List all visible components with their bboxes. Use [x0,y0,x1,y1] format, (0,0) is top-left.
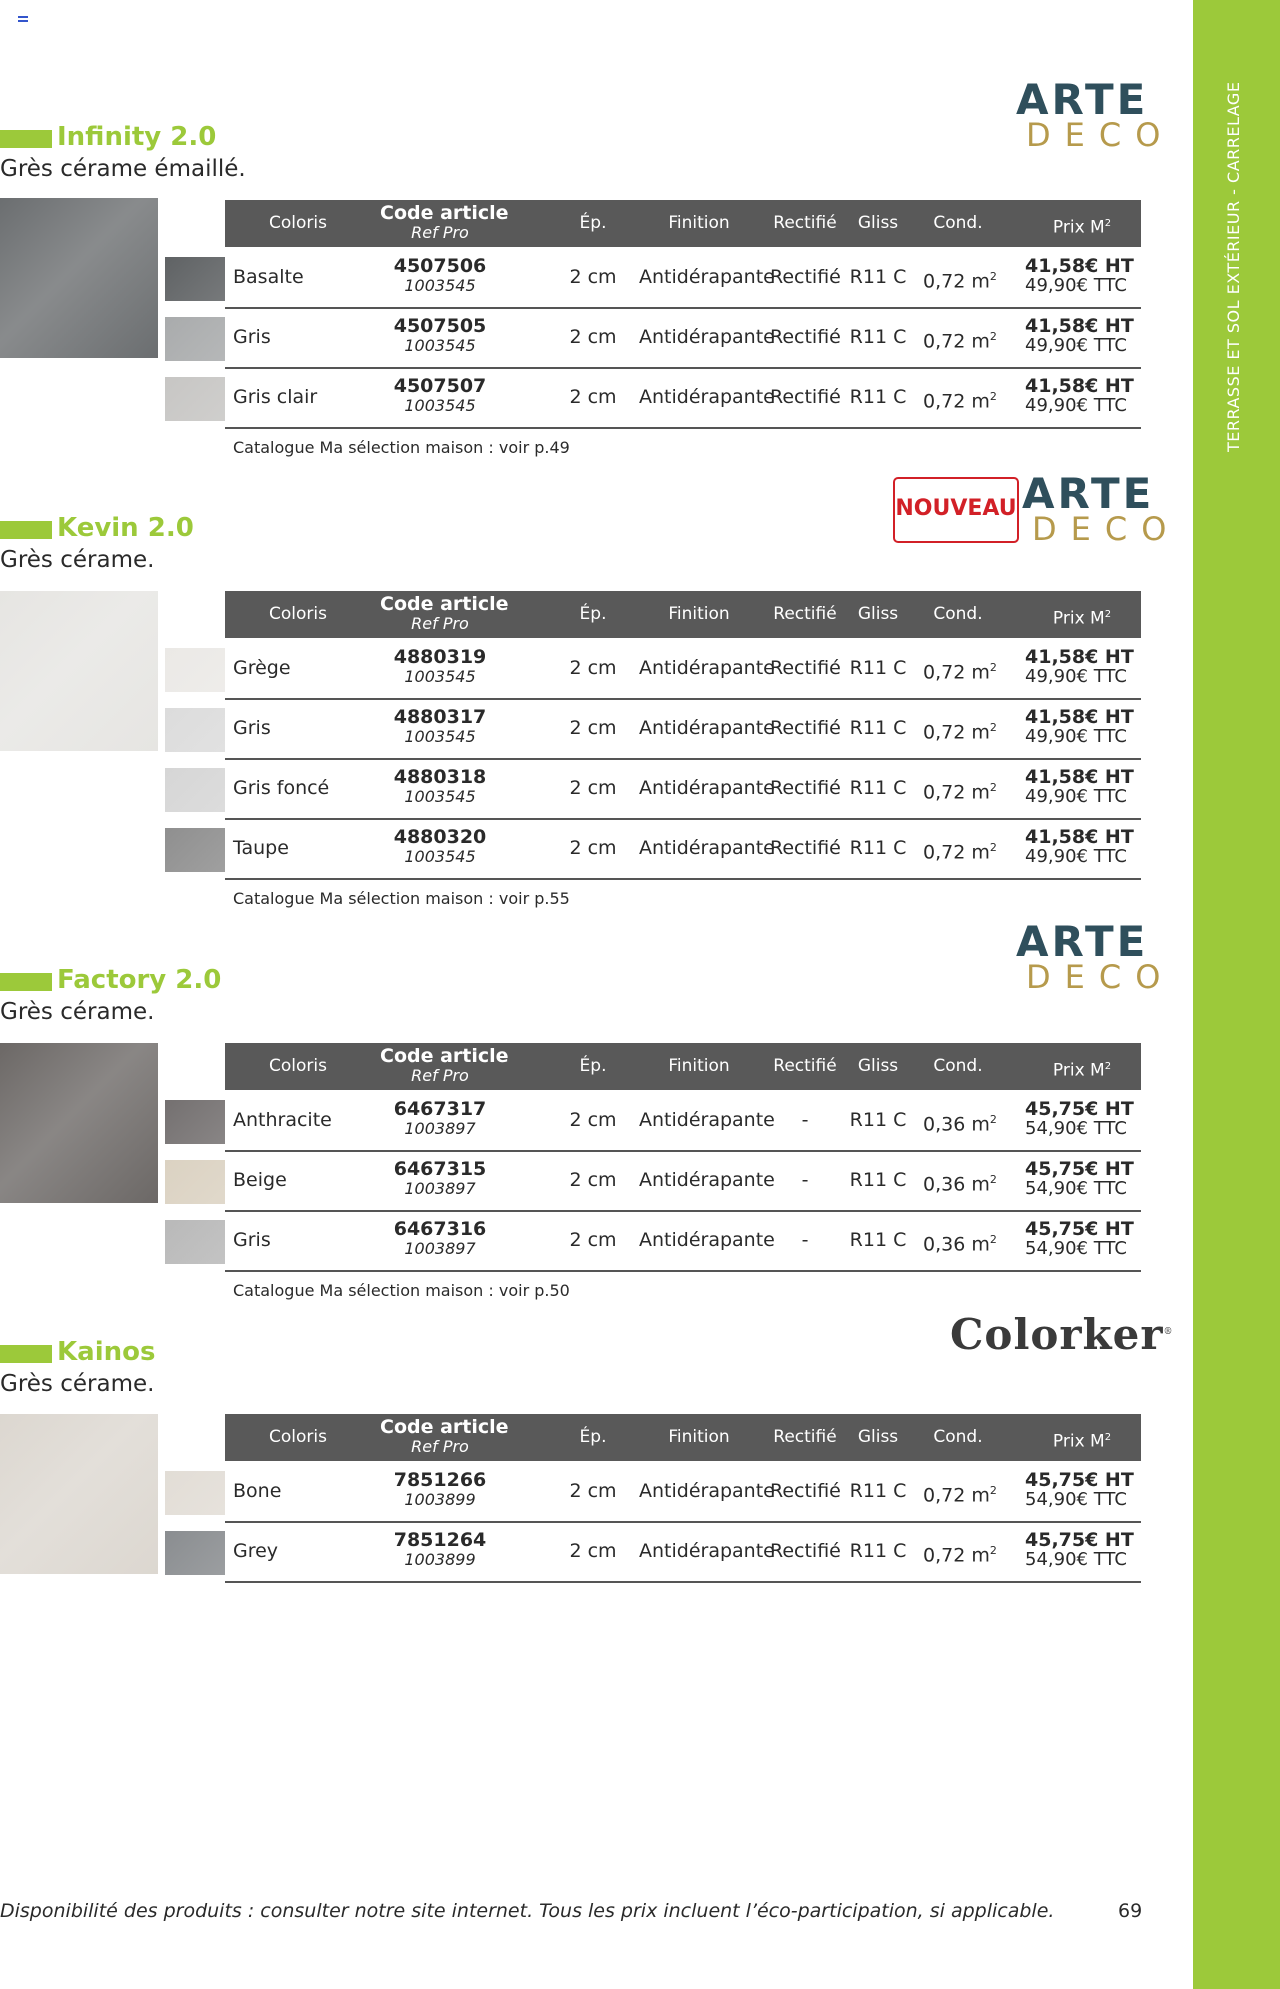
catalog-reference: Catalogue Ma sélection maison : voir p.55 [233,889,570,908]
colorker-text: Colorker [950,1310,1164,1359]
cell-gliss: R11 C [849,1229,907,1251]
header-code-label: Code article [380,1416,509,1438]
header-gliss: Gliss [857,1056,899,1076]
cond-value: 0,72 [923,841,966,864]
cond-unit-sup: 2 [989,661,997,674]
cell-prix [1025,367,1139,437]
cell-ref-pro: 1003545 [404,276,476,295]
cell-coloris: Gris [233,326,271,348]
cell-rectifie: Rectifié [770,1480,841,1502]
brand-deco-text: DECO [1026,116,1175,154]
price-ht: 41,58€ HT [1025,826,1134,848]
cell-finition: Antidérapante [639,1229,775,1251]
color-thumbnail [165,768,225,812]
cell-rectifie: Rectifié [770,777,841,799]
product-swatch-image [0,1043,158,1203]
header-gliss: Gliss [857,213,899,233]
cell-code [380,818,500,888]
cond-value: 0,72 [923,270,966,293]
cell-ref-pro: 1003545 [404,396,476,415]
cell-gliss: R11 C [849,1169,907,1191]
cell-code [380,367,500,437]
cond-unit-sup: 2 [989,1544,997,1557]
section-subtitle: Grès cérame. [0,547,155,573]
header-prix-label: Prix M [1052,1431,1105,1452]
header-finition: Finition [668,1056,730,1076]
cell-epaisseur: 2 cm [569,326,617,348]
cell-epaisseur: 2 cm [569,1169,617,1191]
table-header [225,200,1141,247]
cell-ref-pro: 1003545 [404,336,476,355]
cell-finition: Antidérapante [639,657,775,679]
header-prix [1025,591,1139,638]
color-thumbnail [165,828,225,872]
header-prix-label: Prix M [1052,1060,1105,1081]
cond-unit-sup: 2 [989,841,997,854]
cond-unit-sup: 2 [989,330,997,343]
cell-rectifie: - [801,1109,809,1131]
price-ttc: 54,90€ TTC [1025,1178,1127,1199]
cond-unit-sup: 2 [989,1233,997,1246]
price-ttc: 49,90€ TTC [1025,275,1127,296]
cell-epaisseur: 2 cm [569,1480,617,1502]
table-row [225,1210,1141,1272]
cell-ref-pro: 1003899 [404,1550,476,1569]
price-ttc: 49,90€ TTC [1025,666,1127,687]
cell-code-article: 4507507 [393,375,487,397]
header-code-article [380,1414,509,1465]
cell-gliss: R11 C [849,266,907,288]
section-subtitle: Grès cérame. [0,1371,155,1397]
cond-value: 0,72 [923,781,966,804]
cond-value: 0,36 [923,1173,966,1196]
price-ht: 45,75€ HT [1025,1218,1134,1240]
cell-finition: Antidérapante [639,837,775,859]
price-ht: 41,58€ HT [1025,255,1134,277]
cell-conditionnement [923,307,997,367]
color-thumbnail [165,1160,225,1204]
cond-unit-sup: 2 [989,390,997,403]
footer-note: Disponibilité des produits : consulter notre site internet. Tous les prix incluent l’éco-participation, si applicable. [0,1900,1055,1922]
price-ttc: 54,90€ TTC [1025,1118,1127,1139]
price-ht: 45,75€ HT [1025,1469,1134,1491]
cell-gliss: R11 C [849,837,907,859]
cell-finition: Antidérapante [639,326,775,348]
header-rectifie: Rectifié [773,213,837,233]
cell-finition: Antidérapante [639,717,775,739]
header-code-article [380,1043,509,1094]
cell-code-article: 4880317 [393,706,487,728]
header-coloris: Coloris [269,1056,327,1076]
header-gliss: Gliss [857,1427,899,1447]
header-prix-label: Prix M [1052,217,1105,238]
cell-code-article: 4880318 [393,766,487,788]
cond-value: 0,72 [923,1484,966,1507]
header-ep: Ép. [579,1056,607,1076]
cell-finition: Antidérapante [639,1169,775,1191]
cell-gliss: R11 C [849,777,907,799]
cell-ref-pro: 1003545 [404,847,476,866]
cell-gliss: R11 C [849,386,907,408]
price-ht: 41,58€ HT [1025,646,1134,668]
section-title: Kainos [57,1337,156,1367]
table-row [225,1461,1141,1523]
cond-unit-sup: 2 [989,781,997,794]
price-ht: 45,75€ HT [1025,1158,1134,1180]
cell-epaisseur: 2 cm [569,1229,617,1251]
header-ref-pro-label: Ref Pro [411,614,469,633]
color-thumbnail [165,377,225,421]
cell-code-article: 6467316 [393,1218,487,1240]
cell-epaisseur: 2 cm [569,777,617,799]
product-swatch-image [0,591,158,751]
brand-arte-text: ARTE [1016,917,1149,966]
cond-value: 0,72 [923,721,966,744]
table-header [225,1414,1141,1461]
section-accent-bar [0,521,52,539]
header-ref-pro-label: Ref Pro [411,1437,469,1456]
cell-rectifie: - [801,1169,809,1191]
header-ep: Ép. [579,1427,607,1447]
product-swatch-image [0,198,158,358]
cell-conditionnement [923,758,997,818]
price-ttc: 49,90€ TTC [1025,335,1127,356]
menu-icon [18,16,28,24]
table-row [225,367,1141,429]
header-cond: Cond. [933,604,983,624]
header-coloris: Coloris [269,213,327,233]
cond-unit: m [971,721,990,744]
cell-ref-pro: 1003545 [404,727,476,746]
table-row [225,247,1141,309]
header-rectifie: Rectifié [773,1056,837,1076]
cond-unit: m [971,390,990,413]
table-row [225,307,1141,369]
cell-epaisseur: 2 cm [569,717,617,739]
price-ttc: 54,90€ TTC [1025,1549,1127,1570]
sidebar-label: TERRASSE ET SOL EXTÉRIEUR - CARRELAGE [1224,81,1243,452]
cond-unit-sup: 2 [989,270,997,283]
cell-code-article: 4507505 [393,315,487,337]
price-ttc: 49,90€ TTC [1025,726,1127,747]
cell-coloris: Grey [233,1540,279,1562]
cell-gliss: R11 C [849,1480,907,1502]
cell-code-article: 7851266 [393,1469,487,1491]
cell-coloris: Gris foncé [233,777,330,799]
section-accent-bar [0,130,52,148]
table-row [225,1090,1141,1152]
color-thumbnail [165,1531,225,1575]
price-ht: 45,75€ HT [1025,1529,1134,1551]
cond-unit-sup: 2 [989,1484,997,1497]
cell-conditionnement [923,1150,997,1210]
cell-code-article: 4880319 [393,646,487,668]
cond-unit: m [971,1233,990,1256]
price-ht: 45,75€ HT [1025,1098,1134,1120]
cell-code-article: 7851264 [393,1529,487,1551]
cell-gliss: R11 C [849,326,907,348]
cond-value: 0,36 [923,1113,966,1136]
header-ep: Ép. [579,213,607,233]
color-thumbnail [165,317,225,361]
price-ttc: 49,90€ TTC [1025,846,1127,867]
cell-epaisseur: 2 cm [569,1540,617,1562]
cell-gliss: R11 C [849,1109,907,1131]
header-finition: Finition [668,213,730,233]
table-header [225,591,1141,638]
header-prix [1025,200,1139,247]
price-ttc: 49,90€ TTC [1025,395,1127,416]
cell-ref-pro: 1003545 [404,667,476,686]
cond-unit: m [971,270,990,293]
cell-coloris: Gris clair [233,386,318,408]
price-ttc: 49,90€ TTC [1025,786,1127,807]
cell-gliss: R11 C [849,657,907,679]
table-row [225,638,1141,700]
header-coloris: Coloris [269,1427,327,1447]
cell-rectifie: Rectifié [770,1540,841,1562]
cond-unit-sup: 2 [989,721,997,734]
cell-coloris: Basalte [233,266,304,288]
cell-epaisseur: 2 cm [569,657,617,679]
cell-code [380,1521,500,1591]
cell-finition: Antidérapante [639,266,775,288]
header-ref-pro-label: Ref Pro [411,1066,469,1085]
section-subtitle: Grès cérame émaillé. [0,156,246,182]
cell-prix [1025,1521,1139,1591]
header-code-label: Code article [380,593,509,615]
cell-ref-pro: 1003897 [404,1239,476,1258]
cell-conditionnement [923,247,997,307]
header-finition: Finition [668,1427,730,1447]
cell-gliss: R11 C [849,1540,907,1562]
header-prix [1025,1414,1139,1461]
cell-finition: Antidérapante [639,1480,775,1502]
cell-rectifie: - [801,1229,809,1251]
color-thumbnail [165,1471,225,1515]
cell-rectifie: Rectifié [770,326,841,348]
cell-gliss: R11 C [849,717,907,739]
cell-epaisseur: 2 cm [569,386,617,408]
registered-mark: ® [1163,1327,1174,1337]
cond-unit: m [971,1484,990,1507]
cond-unit: m [971,1173,990,1196]
cond-value: 0,72 [923,330,966,353]
brand-deco-text: DECO [1032,510,1181,548]
color-thumbnail [165,708,225,752]
section-accent-bar [0,1345,52,1363]
catalog-reference: Catalogue Ma sélection maison : voir p.49 [233,438,570,457]
cell-epaisseur: 2 cm [569,837,617,859]
section-title: Kevin 2.0 [57,513,194,543]
page-number: 69 [1118,1900,1143,1922]
cell-rectifie: Rectifié [770,837,841,859]
header-gliss: Gliss [857,604,899,624]
price-ttc: 54,90€ TTC [1025,1489,1127,1510]
cell-coloris: Bone [233,1480,282,1502]
price-ht: 41,58€ HT [1025,315,1134,337]
cell-coloris: Gris [233,717,271,739]
cell-conditionnement [923,818,997,878]
color-thumbnail [165,1100,225,1144]
price-ht: 41,58€ HT [1025,766,1134,788]
table-row [225,698,1141,760]
cond-value: 0,72 [923,661,966,684]
cell-coloris: Gris [233,1229,271,1251]
cell-conditionnement [923,1090,997,1150]
cell-ref-pro: 1003899 [404,1490,476,1509]
cell-prix [1025,1210,1139,1280]
table-row [225,818,1141,880]
header-rectifie: Rectifié [773,604,837,624]
header-prix-label: Prix M [1052,608,1105,629]
price-ht: 41,58€ HT [1025,375,1134,397]
cell-epaisseur: 2 cm [569,1109,617,1131]
table-row [225,1521,1141,1583]
cell-conditionnement [923,698,997,758]
cell-finition: Antidérapante [639,1540,775,1562]
cell-epaisseur: 2 cm [569,266,617,288]
cond-unit-sup: 2 [989,1113,997,1126]
color-thumbnail [165,1220,225,1264]
cond-unit: m [971,661,990,684]
cell-conditionnement [923,1210,997,1270]
catalog-reference: Catalogue Ma sélection maison : voir p.50 [233,1281,570,1300]
cell-rectifie: Rectifié [770,717,841,739]
cond-unit: m [971,1113,990,1136]
nouveau-badge: NOUVEAU [893,477,1019,543]
price-ttc: 54,90€ TTC [1025,1238,1127,1259]
header-code-label: Code article [380,1045,509,1067]
brand-arte-text: ARTE [1022,469,1155,518]
cond-value: 0,36 [923,1233,966,1256]
cell-finition: Antidérapante [639,1109,775,1131]
cell-coloris: Grège [233,657,291,679]
header-cond: Cond. [933,213,983,233]
cell-ref-pro: 1003897 [404,1179,476,1198]
cell-code [380,1210,500,1280]
cell-code-article: 4880320 [393,826,487,848]
header-prix-sup: 2 [1104,218,1112,229]
header-coloris: Coloris [269,604,327,624]
cond-unit: m [971,781,990,804]
cond-unit: m [971,330,990,353]
header-code-article [380,200,509,251]
section-subtitle: Grès cérame. [0,999,155,1025]
cond-value: 0,72 [923,390,966,413]
section-title: Infinity 2.0 [57,122,217,152]
cell-coloris: Anthracite [233,1109,332,1131]
cell-coloris: Beige [233,1169,287,1191]
brand-deco-text: DECO [1026,958,1175,996]
header-code-article [380,591,509,642]
cell-conditionnement [923,1461,997,1521]
cell-code-article: 6467315 [393,1158,487,1180]
cond-unit: m [971,841,990,864]
cond-unit: m [971,1544,990,1567]
header-prix [1025,1043,1139,1090]
cell-conditionnement [923,367,997,427]
product-swatch-image [0,1414,158,1574]
header-finition: Finition [668,604,730,624]
cell-rectifie: Rectifié [770,266,841,288]
header-rectifie: Rectifié [773,1427,837,1447]
cell-ref-pro: 1003897 [404,1119,476,1138]
header-cond: Cond. [933,1056,983,1076]
header-prix-sup: 2 [1104,1432,1112,1443]
cell-rectifie: Rectifié [770,657,841,679]
cell-finition: Antidérapante [639,386,775,408]
header-cond: Cond. [933,1427,983,1447]
cell-ref-pro: 1003545 [404,787,476,806]
price-ht: 41,58€ HT [1025,706,1134,728]
header-prix-sup: 2 [1104,609,1112,620]
header-ref-pro-label: Ref Pro [411,223,469,242]
cell-conditionnement [923,1521,997,1581]
cell-rectifie: Rectifié [770,386,841,408]
cell-code-article: 6467317 [393,1098,487,1120]
section-accent-bar [0,973,52,991]
product-section [0,1337,1150,1397]
cell-code-article: 4507506 [393,255,487,277]
header-code-label: Code article [380,202,509,224]
table-row [225,1150,1141,1212]
color-thumbnail [165,648,225,692]
table-header [225,1043,1141,1090]
cell-coloris: Taupe [233,837,289,859]
section-title: Factory 2.0 [57,965,222,995]
color-thumbnail [165,257,225,301]
cond-value: 0,72 [923,1544,966,1567]
cell-conditionnement [923,638,997,698]
cell-finition: Antidérapante [639,777,775,799]
header-prix-sup: 2 [1104,1061,1112,1072]
header-ep: Ép. [579,604,607,624]
cell-prix [1025,818,1139,888]
brand-arte-text: ARTE [1016,75,1149,124]
cond-unit-sup: 2 [989,1173,997,1186]
table-row [225,758,1141,820]
